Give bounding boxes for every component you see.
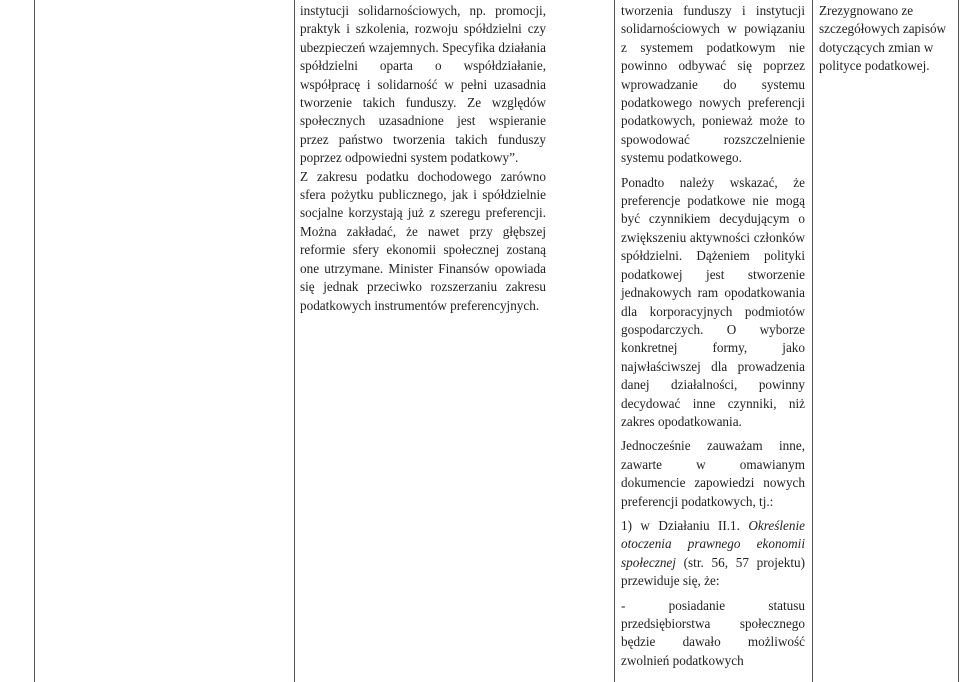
column-border-3 [614, 0, 615, 682]
justification-paragraph-2: Z zakresu podatku dochodowego zarówno sfera pożytku publicznego, jak i spółdzielnie socjalne korzystają już z szeregu preferencji. Można zakładać, że nawet przy głębszej reformie sfery ekonomii społecznej zostaną one utrzymane. Minister Finansów opowiada się jednak przeciwko rozszerzaniu zakresu podatkowych instrumentów preferencyjnych. [300, 168, 546, 313]
response-cell [819, 2, 953, 76]
column-border-5 [958, 0, 959, 682]
column-border-2 [294, 0, 295, 682]
remarks-item-suffix: (str. 56, 57 projektu) przewiduje się, że: [621, 554, 805, 589]
justification-paragraph-1: instytucji solidarnościowych, np. promocji, praktyk i szkolenia, rozwoju spółdzielni czy ubezpieczeń wzajemnych. Specyfika działania spółdzielni oparta o współdziałanie, współpracę i solidarność w pełni uzasadnia tworzenie takich funduszy. Ze względów społecznych uzasadnione jest wspieranie przez państwo tworzenia takich funduszy poprzez odpowiedni system podatkowy”. [300, 3, 546, 166]
response-text: Zrezygnowano ze szczegółowych zapisów dotyczących zmian w polityce podatkowej. [819, 3, 947, 74]
remarks-item-prefix: 1) w Działaniu II.1. [621, 517, 749, 533]
remarks-paragraph-2: Ponadto należy wskazać, że preferencje podatkowe nie mogą być czynnikiem decydującym o zwiększeniu aktywności członków spółdzielni. Dążeniem polityki podatkowej jest stworzenie jednakowych ram opodatkowania dla korporacyjnych podmiotów gospodarczych. O wyborze konkretnej formy, jako najwłaściwszej dla prowadzenia danej działalności, powinny decydować inne czynniki, niż zakres opodatkowania. [621, 174, 805, 429]
justification-cell [300, 2, 546, 315]
remarks-paragraph-4 [621, 517, 805, 591]
remarks-paragraph-3: Jednocześnie zauważam inne, zawarte w omawianym dokumencie zapowiedzi nowych preferencji podatkowych, tj.: [621, 438, 805, 509]
remarks-paragraph-5: - posiadanie statusu przedsiębiorstwa społecznego będzie dawało możliwość zwolnień podatkowych [621, 597, 805, 668]
column-border-1 [34, 0, 35, 682]
column-border-4 [812, 0, 813, 682]
remarks-item-title: Określenie otoczenia prawnego ekonomii społecznej [621, 517, 805, 570]
remarks-cell [621, 2, 805, 676]
remarks-paragraph-1: tworzenia funduszy i instytucji solidarnościowych w powiązaniu z systemem podatkowym nie powinno odbywać się poprzez wprowadzanie do systemu podatkowego nowych preferencji podatkowych, ponieważ może to spowodować rozszczelnienie systemu podatkowego. [621, 3, 805, 166]
